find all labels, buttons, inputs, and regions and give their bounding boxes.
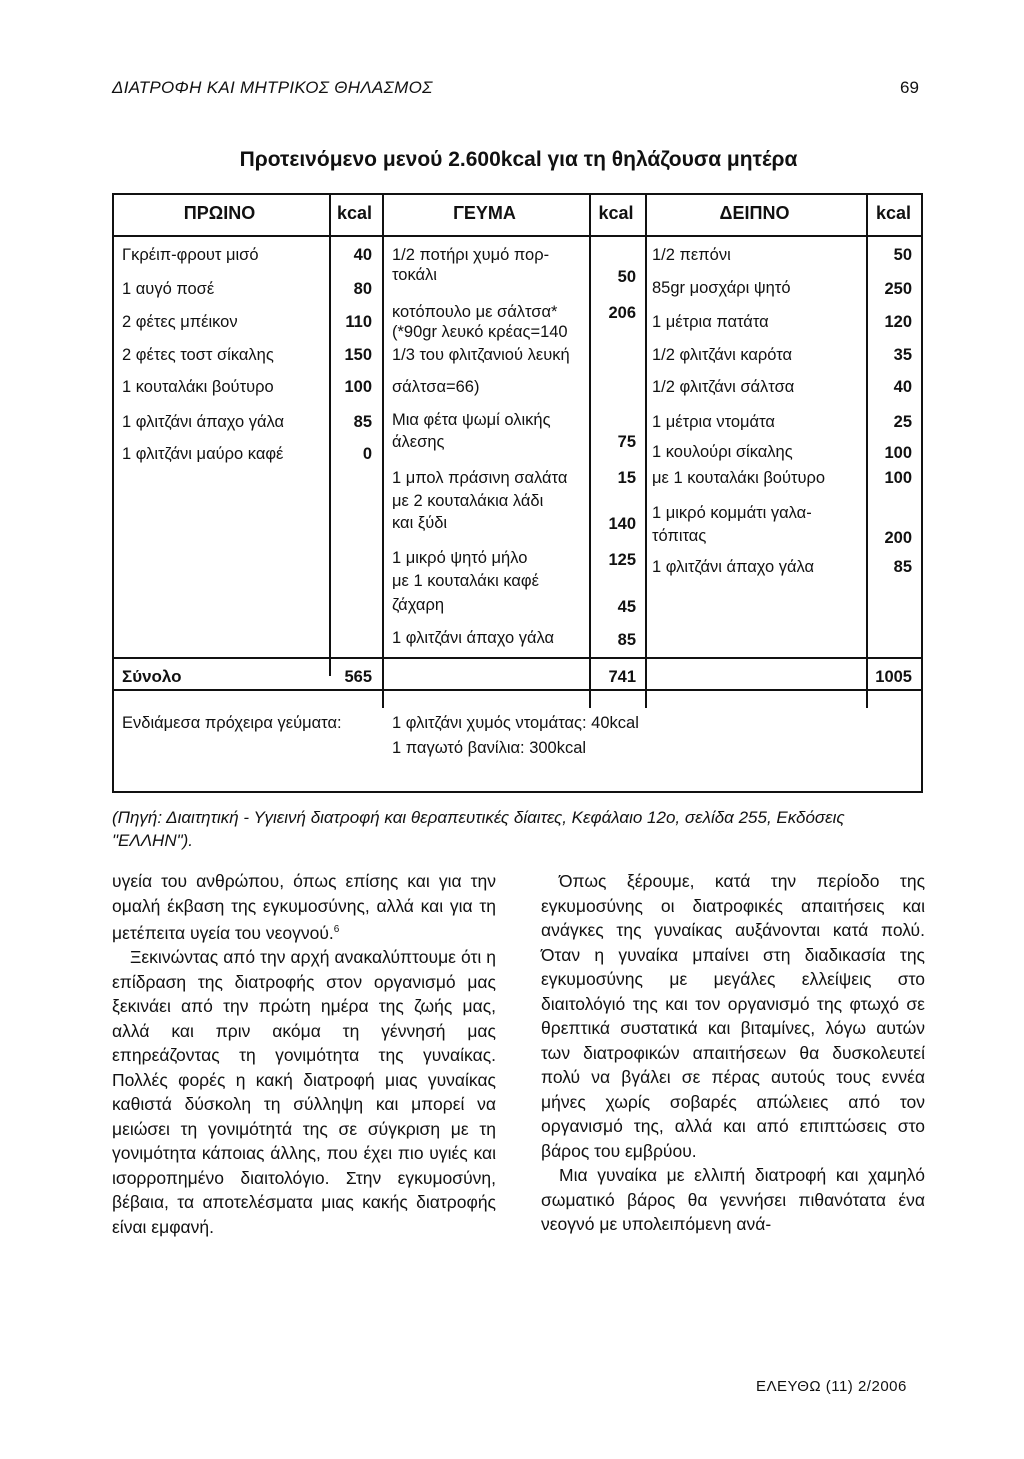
lunch-kcal: 15 (617, 469, 636, 487)
running-title: ΔΙΑΤΡΟΦΗ ΚΑΙ ΜΗΤΡΙΚΟΣ ΘΗΛΑΣΜΟΣ (112, 78, 433, 97)
col-header-lunch: ΓΕΥΜΑ (453, 203, 516, 223)
col-divider (589, 195, 591, 708)
col-header-kcal: kcal (875, 203, 912, 223)
col-header-kcal: kcal (598, 203, 634, 223)
dinner-kcal: 50 (893, 246, 912, 264)
lunch-kcal: 50 (617, 268, 636, 286)
lunch-item-line: άλεσης (392, 433, 445, 451)
lunch-item-line: 1 μικρό ψητό μήλο (392, 549, 528, 567)
dinner-item-line: 1 μέτρια πατάτα (652, 313, 769, 331)
lunch-item-line: σάλτσα=66) (392, 378, 480, 396)
dinner-kcal: 85 (893, 558, 912, 576)
page-number: 69 (900, 78, 919, 97)
col-header-kcal: kcal (336, 203, 373, 223)
breakfast-kcal: 150 (344, 346, 372, 364)
lunch-item-line: Μια φέτα ψωμί ολικής (392, 411, 551, 429)
dinner-item-line: 85gr μοσχάρι ψητό (652, 279, 791, 297)
breakfast-kcal: 0 (362, 445, 372, 463)
footer-issue: ΕΛΕΥΘΩ (11) 2/2006 (756, 1378, 907, 1395)
snack-line: 1 παγωτό βανίλια: 300kcal (392, 739, 587, 757)
left-column (112, 869, 496, 1239)
dinner-kcal: 100 (884, 469, 912, 487)
totals-top-divider (114, 657, 921, 659)
dinner-item-line: 1 μέτρια ντομάτα (652, 413, 775, 431)
breakfast-item: 1 κουταλάκι βούτυρο (122, 378, 274, 396)
right-column (541, 869, 925, 1237)
totals-label: Σύνολο (122, 667, 182, 686)
breakfast-kcal: 80 (353, 280, 372, 298)
breakfast-item: 2 φέτες μπέικον (122, 313, 238, 331)
dinner-kcal: 250 (884, 280, 912, 298)
lunch-kcal: 45 (617, 598, 636, 616)
breakfast-kcal: 110 (345, 313, 372, 331)
totals-breakfast: 565 (344, 668, 372, 686)
dinner-kcal: 100 (884, 444, 912, 462)
lunch-kcal: 75 (617, 433, 636, 451)
dinner-item-line: τόπιτας (652, 527, 707, 545)
dinner-kcal: 35 (893, 346, 912, 364)
dinner-item-line: 1/2 πεπόνι (652, 246, 731, 264)
breakfast-kcal: 40 (353, 246, 372, 264)
lunch-item-line: κοτόπουλο με σάλτσα* (392, 303, 558, 321)
table-title: Προτεινόμενο μενού 2.600kcal για τη θηλάζουσα μητέρα (239, 148, 798, 171)
col-header-breakfast: ΠΡΩΙΝΟ (183, 203, 256, 223)
breakfast-item: 2 φέτες τοστ σίκαλης (122, 346, 274, 364)
paragraph (112, 869, 496, 945)
breakfast-kcal: 100 (344, 378, 372, 396)
lunch-item-line: με 2 κουταλάκια λάδι (392, 492, 544, 510)
breakfast-item: Γκρέιπ-φρουτ μισό (122, 246, 259, 264)
paragraph: Ξεκινώντας από την αρχή ανακαλύπτουμε ότι η επίδραση της διατροφής στον οργανισμό μας ξεκινάει από την πρώτη ημέρα της ζωής μας, αλλά και πριν ακόμα τη γέννησή μας επηρεάζοντας τη γονιμότητα της γυναίκας. Πολλές φορές η κακή διατροφή μιας γυναίκας καθιστά δύσκολη τη σύλληψη και μπορεί να μειώσει τη γονιμότητά της σε σύγκριση με τη γονιμότητα κάποιας άλλης, που έχει πιο υγιές και ισορροπημένο διαιτολόγιο. Στην εγκυμοσύνη, βέβαια, τα αποτελέσματα μιας κακής διατροφής είναι εμφανή. (112, 947, 496, 1237)
lunch-item-line: και ξύδι (392, 514, 448, 532)
col-divider (645, 195, 647, 708)
totals-bottom-divider (114, 689, 921, 691)
col-divider (866, 195, 868, 708)
header-divider (114, 235, 921, 237)
col-divider (382, 195, 384, 708)
lunch-kcal: 85 (617, 631, 636, 649)
paragraph: Όπως ξέρουμε, κατά την περίοδο της εγκυμοσύνης οι διατροφικές απαιτήσεις και ανάγκες της γυναίκας αυξάνονται κατά πολύ. Όταν η γυναίκα μπαίνει στη διαδικασία της εγκυμοσύνης με μεγάλες ελλείψεις στο διαιτολόγιό της και τον οργανισμό της φτωχό σε θρεπτικά συστατικά και βιταμίνες, λόγω αυτών των διατροφικών απαιτήσεων θα δυσκολευτεί πολύ να βγάλει σε πέρας αυτούς τους εννέα μήνες χωρίς σοβαρές απώλειες από τον οργανισμό της, αλλά και από επιπτώσεις στο βάρος του εμβρύου. (541, 871, 925, 1161)
lunch-item-line: 1/3 του φλιτζανιού λευκή (392, 346, 570, 364)
breakfast-item: 1 φλιτζάνι μαύρο καφέ (122, 445, 284, 463)
dinner-item-line: 1/2 φλιτζάνι καρότα (652, 346, 793, 364)
dinner-kcal: 200 (884, 529, 912, 547)
breakfast-item: 1 φλιτζάνι άπαχο γάλα (122, 413, 285, 431)
breakfast-item: 1 αυγό ποσέ (122, 280, 215, 298)
totals-dinner: 1005 (875, 668, 912, 686)
col-divider (329, 195, 331, 676)
totals-lunch: 741 (608, 668, 636, 686)
lunch-item-line: (*90gr λευκό κρέας=140 (392, 323, 568, 341)
lunch-kcal: 206 (608, 304, 636, 322)
footnote-ref: 6 (333, 924, 340, 935)
table-header-row (112, 193, 923, 235)
lunch-item-line: τοκάλι (392, 266, 437, 284)
col-header-dinner: ΔΕΙΠΝΟ (719, 203, 790, 223)
paragraph: Μια γυναίκα με ελλιπή διατροφή και χαμηλό σωματικό βάρος θα γεννήσει πιθανότατα ένα νεογνό με υπολειπόμενη ανά- (541, 1165, 925, 1234)
dinner-item-line: με 1 κουταλάκι βούτυρο (652, 469, 826, 487)
dinner-item-line: 1 μικρό κομμάτι γαλα- (652, 504, 812, 522)
dinner-item-line: 1/2 φλιτζάνι σάλτσα (652, 378, 795, 396)
lunch-item-line: ζάχαρη (392, 596, 445, 614)
lunch-kcal: 125 (608, 551, 636, 569)
dinner-item-line: 1 φλιτζάνι άπαχο γάλα (652, 558, 815, 576)
dinner-item-line: 1 κουλούρι σίκαλης (652, 443, 793, 461)
lunch-item-line: με 1 κουταλάκι καφέ (392, 572, 539, 590)
dinner-kcal: 120 (884, 313, 912, 331)
source-note: (Πηγή: Διαιτητική - Υγιεινή διατροφή και θεραπευτικές δίαιτες, Κεφάλαιο 12ο, σελίδα 255, Εκδόσεις "ΕΛΛΗΝ"). (112, 808, 845, 850)
lunch-kcal: 140 (608, 515, 636, 533)
lunch-item-line: 1 φλιτζάνι άπαχο γάλα (392, 629, 555, 647)
lunch-item-line: 1 μπολ πράσινη σαλάτα (392, 469, 568, 487)
paragraph-text: υγεία του ανθρώπου, όπως επίσης και για την ομαλή έκβαση της εγκυμοσύνης, αλλά και για τη μετέπειτα υγεία του νεογνού. (112, 871, 496, 943)
dinner-kcal: 25 (893, 413, 912, 431)
dinner-kcal: 40 (893, 378, 912, 396)
lunch-item-line: 1/2 ποτήρι χυμό πορ- (392, 246, 550, 264)
breakfast-kcal: 85 (353, 413, 372, 431)
snacks-label: Ενδιάμεσα πρόχειρα γεύματα: (122, 714, 342, 732)
snack-line: 1 φλιτζάνι χυμός ντομάτας: 40kcal (392, 714, 639, 732)
